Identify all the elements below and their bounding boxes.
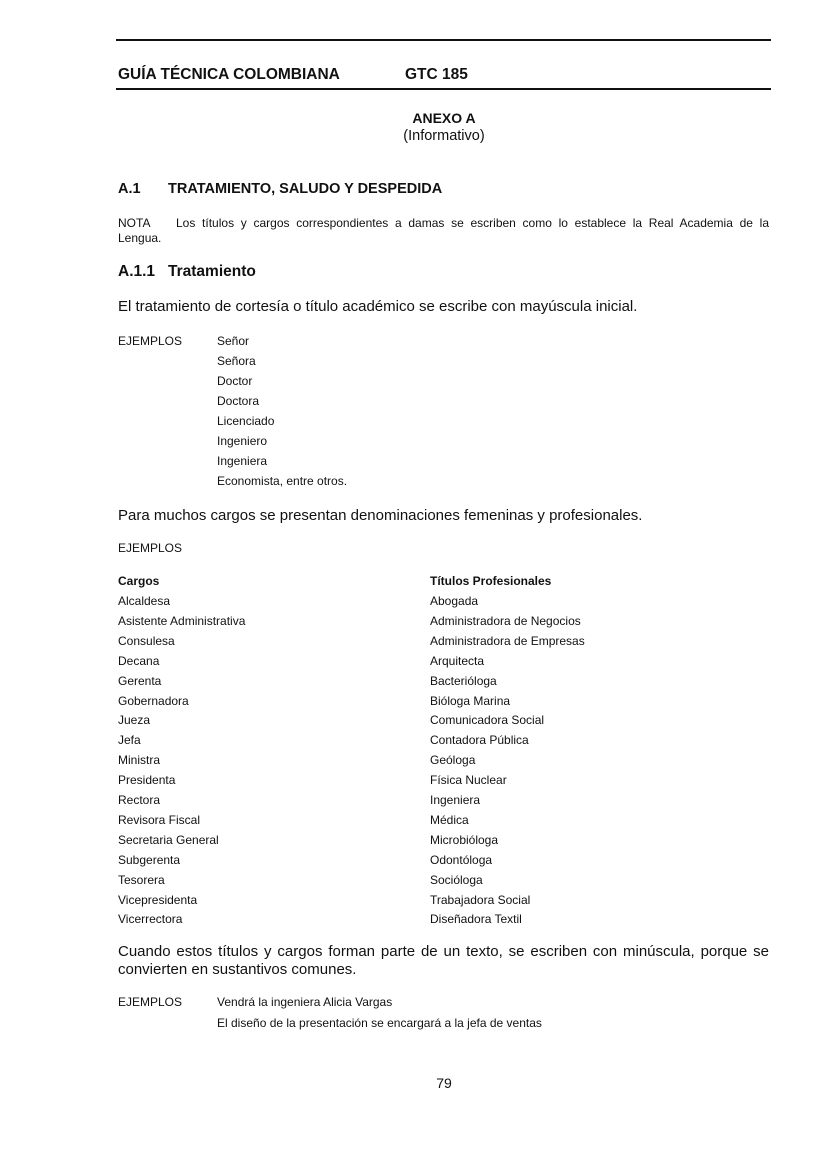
- cargo-cell: Rectora: [118, 793, 161, 807]
- cargo-cell: Revisora Fiscal: [118, 812, 201, 827]
- cargo-cell: Jefa: [118, 733, 141, 748]
- titulo-cell: Administradora de Empresas: [430, 633, 585, 648]
- titulo-cell: Ingeniera: [430, 793, 481, 807]
- header-code: GTC 185: [405, 66, 468, 83]
- titulo-cell: Contadora Pública: [430, 733, 529, 748]
- header-guide-title: GUÍA TÉCNICA COLOMBIANA: [118, 66, 340, 83]
- cargo-cell: Asistente Administrativa: [118, 613, 246, 628]
- example-sentence: Vendrá la ingeniera Alicia Vargas: [217, 995, 393, 1009]
- example-item: Señora: [217, 354, 256, 368]
- titulo-cell: Odontóloga: [430, 852, 493, 867]
- column-header-titulos: Títulos Profesionales: [430, 574, 552, 588]
- paragraph-minuscula-line2: convierten en sustantivos comunes.: [118, 961, 357, 978]
- header-bottom-rule: [116, 88, 771, 90]
- example-item: Ingeniero: [217, 434, 268, 448]
- titulo-cell: Trabajadora Social: [430, 892, 531, 907]
- titulo-cell: Socióloga: [430, 872, 483, 887]
- example-item: Señor: [217, 334, 250, 348]
- cargo-cell: Alcaldesa: [118, 594, 171, 608]
- cargo-cell: Subgerenta: [118, 852, 181, 867]
- cargo-cell: Jueza: [118, 713, 151, 728]
- annex-subtitle: (Informativo): [403, 128, 485, 144]
- cargo-cell: Gerenta: [118, 673, 162, 688]
- annex-title: ANEXO A: [412, 110, 476, 126]
- header-top-rule: [116, 39, 771, 41]
- example-item: Doctora: [217, 394, 260, 408]
- titulo-cell: Física Nuclear: [430, 773, 507, 788]
- titulo-cell: Arquitecta: [430, 653, 485, 668]
- cargo-cell: Ministra: [118, 753, 161, 768]
- titulo-cell: Diseñadora Textil: [430, 912, 522, 927]
- page-number: 79: [436, 1075, 452, 1091]
- example-item: Economista, entre otros.: [217, 474, 348, 488]
- examples-label: EJEMPLOS: [118, 541, 183, 555]
- example-sentence: El diseño de la presentación se encargará a la jefa de ventas: [217, 1016, 542, 1030]
- section-title: TRATAMIENTO, SALUDO Y DESPEDIDA: [168, 181, 443, 197]
- titulo-cell: Médica: [430, 812, 469, 827]
- subsection-title: Tratamiento: [168, 263, 256, 280]
- example-item: Licenciado: [217, 414, 275, 428]
- column-header-cargos: Cargos: [118, 574, 160, 588]
- note-label: NOTA: [118, 216, 151, 230]
- titulo-cell: Microbióloga: [430, 832, 499, 847]
- titulo-cell: Abogada: [430, 594, 479, 608]
- section-number: A.1: [118, 181, 141, 197]
- cargo-cell: Secretaria General: [118, 832, 219, 847]
- paragraph-denominaciones: Para muchos cargos se presentan denominaciones femeninas y profesionales.: [118, 507, 643, 524]
- cargo-cell: Consulesa: [118, 633, 175, 648]
- titulo-cell: Comunicadora Social: [430, 713, 545, 728]
- note-text-line1: Los títulos y cargos correspondientes a damas se escriben como lo establece la Real Academia de la: [176, 216, 769, 230]
- subsection-number: A.1.1: [118, 263, 156, 280]
- titulo-cell: Geóloga: [430, 753, 476, 768]
- example-item: Ingeniera: [217, 454, 268, 468]
- cargo-cell: Decana: [118, 653, 160, 668]
- note-text-line2: Lengua.: [118, 231, 162, 245]
- example-item: Doctor: [217, 374, 253, 388]
- paragraph-tratamiento: El tratamiento de cortesía o título académico se escribe con mayúscula inicial.: [118, 298, 638, 315]
- cargo-cell: Vicerrectora: [118, 912, 183, 927]
- cargo-cell: Gobernadora: [118, 693, 189, 708]
- titulo-cell: Bacterióloga: [430, 673, 497, 688]
- titulo-cell: Bióloga Marina: [430, 693, 511, 708]
- cargo-cell: Vicepresidenta: [118, 892, 198, 907]
- cargo-cell: Tesorera: [118, 872, 165, 887]
- paragraph-minuscula-line1: Cuando estos títulos y cargos forman parte de un texto, se escriben con minúscula, porque se: [118, 943, 769, 960]
- examples-label: EJEMPLOS: [118, 334, 183, 348]
- titulo-cell: Administradora de Negocios: [430, 613, 581, 628]
- examples-label: EJEMPLOS: [118, 995, 183, 1009]
- cargo-cell: Presidenta: [118, 773, 176, 788]
